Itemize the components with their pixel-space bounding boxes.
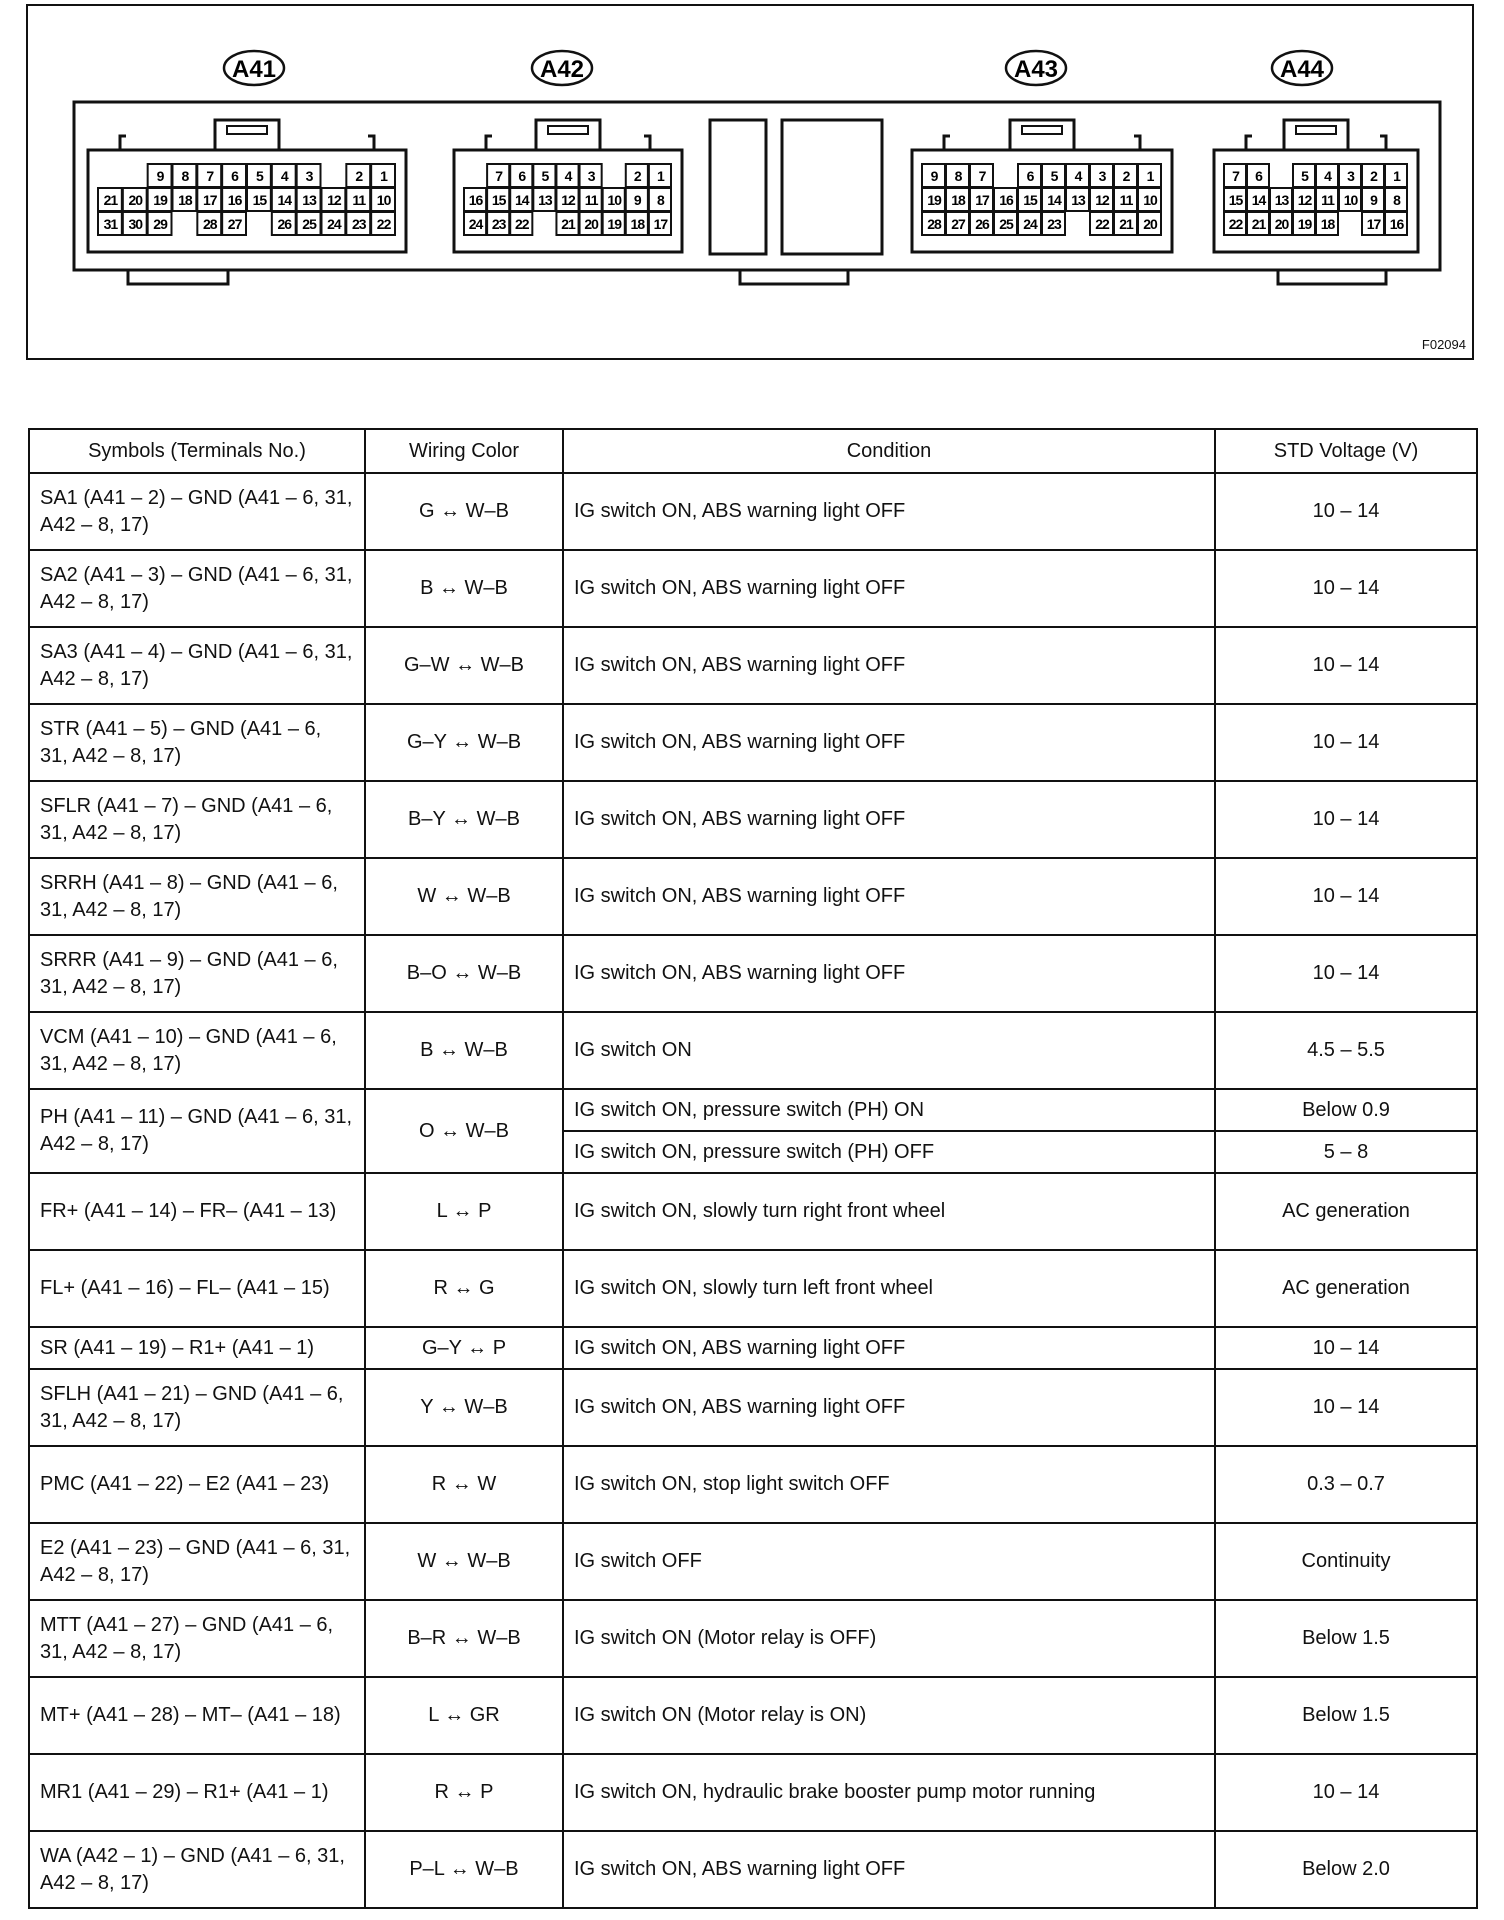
terminal-number: 4 xyxy=(1324,168,1331,184)
terminal-number: 21 xyxy=(103,192,118,208)
voltage-cell: Below 2.0 xyxy=(1215,1831,1477,1908)
terminal-number: 13 xyxy=(538,192,552,208)
header-condition: Condition xyxy=(563,429,1215,473)
terminal-number: 19 xyxy=(607,216,622,232)
terminal-number: 30 xyxy=(128,216,143,232)
wiring-color-cell: L ↔ P xyxy=(365,1173,563,1250)
terminal-number: 11 xyxy=(584,192,598,208)
wiring-color-cell: R ↔ P xyxy=(365,1754,563,1831)
table-row xyxy=(29,704,1477,781)
terminal-number: 7 xyxy=(495,168,503,184)
terminal-number: 20 xyxy=(584,216,598,232)
wiring-color-cell: Y ↔ W–B xyxy=(365,1369,563,1446)
condition-cell: IG switch ON, pressure switch (PH) OFF xyxy=(563,1131,1215,1173)
terminal-number: 4 xyxy=(280,168,288,184)
symbol-cell: FL+ (A41 – 16) – FL– (A41 – 15) xyxy=(29,1250,365,1327)
voltage-cell: AC generation xyxy=(1215,1173,1477,1250)
terminal-number: 9 xyxy=(1370,192,1377,208)
terminal-number: 22 xyxy=(1095,216,1109,232)
wiring-color-cell: B–R ↔ W–B xyxy=(365,1600,563,1677)
terminal-number: 27 xyxy=(227,216,242,232)
blank-block xyxy=(782,120,882,254)
voltage-cell: 0.3 – 0.7 xyxy=(1215,1446,1477,1523)
table-row xyxy=(29,1250,1477,1327)
terminal-number: 20 xyxy=(1274,216,1289,232)
bottom-latch xyxy=(740,270,848,284)
condition-cell: IG switch ON, ABS warning light OFF xyxy=(563,627,1215,704)
terminal-number: 13 xyxy=(1274,192,1289,208)
terminal-number: 16 xyxy=(1389,216,1404,232)
table-row xyxy=(29,1173,1477,1250)
terminal-number: 23 xyxy=(491,216,506,232)
terminal-number: 5 xyxy=(256,168,263,184)
table-row xyxy=(29,1089,1477,1131)
voltage-cell: Below 1.5 xyxy=(1215,1677,1477,1754)
terminal-number: 26 xyxy=(975,216,989,232)
wiring-color-cell: B–Y ↔ W–B xyxy=(365,781,563,858)
terminal-number: 17 xyxy=(975,192,989,208)
terminal-number: 18 xyxy=(178,192,192,208)
wiring-color-cell: P–L ↔ W–B xyxy=(365,1831,563,1908)
terminal-number: 27 xyxy=(951,216,965,232)
connector-drawing xyxy=(28,6,1476,362)
terminal-number: 19 xyxy=(153,192,167,208)
table-row xyxy=(29,1677,1477,1754)
terminal-number: 9 xyxy=(156,168,164,184)
connector-latch-slot xyxy=(548,126,588,134)
symbol-cell: FR+ (A41 – 14) – FR– (A41 – 13) xyxy=(29,1173,365,1250)
terminal-number: 6 xyxy=(1026,168,1034,184)
terminal-number: 26 xyxy=(277,216,292,232)
terminal-number: 1 xyxy=(1146,168,1154,184)
table-row xyxy=(29,1600,1477,1677)
terminal-number: 21 xyxy=(1119,216,1133,232)
wiring-color-cell: G–Y ↔ P xyxy=(365,1327,563,1369)
symbol-cell: STR (A41 – 5) – GND (A41 – 6, 31, A42 – 8, 17) xyxy=(29,704,365,781)
terminal-number: 10 xyxy=(607,192,622,208)
symbol-cell: MT+ (A41 – 28) – MT– (A41 – 18) xyxy=(29,1677,365,1754)
terminal-number: 29 xyxy=(153,216,167,232)
terminal-number: 12 xyxy=(1095,192,1109,208)
terminal-number: 25 xyxy=(302,216,316,232)
terminal-number: 14 xyxy=(514,192,529,208)
wiring-color-cell: R ↔ G xyxy=(365,1250,563,1327)
voltage-cell: 10 – 14 xyxy=(1215,1754,1477,1831)
connector-post xyxy=(486,136,492,150)
terminal-voltage-table xyxy=(28,428,1478,1909)
terminal-number: 24 xyxy=(468,216,483,232)
terminal-number: 19 xyxy=(1297,216,1312,232)
terminal-number: 7 xyxy=(978,168,986,184)
terminal-number: 31 xyxy=(103,216,118,232)
terminal-number: 21 xyxy=(1251,216,1266,232)
symbol-cell: PMC (A41 – 22) – E2 (A41 – 23) xyxy=(29,1446,365,1523)
symbol-cell: WA (A42 – 1) – GND (A41 – 6, 31, A42 – 8, 17) xyxy=(29,1831,365,1908)
terminal-number: 2 xyxy=(355,168,363,184)
voltage-cell: 10 – 14 xyxy=(1215,550,1477,627)
wiring-color-cell: B–O ↔ W–B xyxy=(365,935,563,1012)
terminal-number: 18 xyxy=(1320,216,1335,232)
blank-block xyxy=(710,120,766,254)
condition-cell: IG switch ON, hydraulic brake booster pump motor running xyxy=(563,1754,1215,1831)
connector-label: A44 xyxy=(1279,56,1325,83)
symbol-cell: SFLR (A41 – 7) – GND (A41 – 6, 31, A42 – 8, 17) xyxy=(29,781,365,858)
table-row xyxy=(29,935,1477,1012)
terminal-number: 10 xyxy=(1343,192,1358,208)
connector-post xyxy=(644,136,650,150)
voltage-cell: 10 – 14 xyxy=(1215,781,1477,858)
table-row xyxy=(29,1446,1477,1523)
terminal-number: 10 xyxy=(376,192,391,208)
table-row xyxy=(29,781,1477,858)
condition-cell: IG switch ON xyxy=(563,1012,1215,1089)
condition-cell: IG switch ON, ABS warning light OFF xyxy=(563,473,1215,550)
terminal-number: 3 xyxy=(1347,168,1354,184)
condition-cell: IG switch ON, ABS warning light OFF xyxy=(563,550,1215,627)
terminal-number: 1 xyxy=(380,168,387,184)
voltage-cell: Below 0.9 xyxy=(1215,1089,1477,1131)
symbol-cell: SA3 (A41 – 4) – GND (A41 – 6, 31, A42 – 8, 17) xyxy=(29,627,365,704)
terminal-number: 14 xyxy=(277,192,292,208)
wiring-color-cell: B ↔ W–B xyxy=(365,1012,563,1089)
table-row xyxy=(29,550,1477,627)
terminal-number: 5 xyxy=(1050,168,1058,184)
terminal-number: 17 xyxy=(202,192,217,208)
condition-cell: IG switch ON, ABS warning light OFF xyxy=(563,704,1215,781)
condition-cell: IG switch OFF xyxy=(563,1523,1215,1600)
condition-cell: IG switch ON, ABS warning light OFF xyxy=(563,1327,1215,1369)
terminal-number: 2 xyxy=(1122,168,1130,184)
terminal-number: 3 xyxy=(305,168,313,184)
condition-cell: IG switch ON, ABS warning light OFF xyxy=(563,1831,1215,1908)
condition-cell: IG switch ON, slowly turn right front wheel xyxy=(563,1173,1215,1250)
terminal-number: 28 xyxy=(202,216,217,232)
connector-post xyxy=(944,136,950,150)
voltage-cell: 10 – 14 xyxy=(1215,473,1477,550)
terminal-number: 22 xyxy=(514,216,529,232)
connector-a43 xyxy=(912,51,1172,252)
terminal-number: 8 xyxy=(1393,192,1400,208)
terminal-number: 16 xyxy=(468,192,483,208)
symbol-cell: SR (A41 – 19) – R1+ (A41 – 1) xyxy=(29,1327,365,1369)
voltage-cell: AC generation xyxy=(1215,1250,1477,1327)
connector-post xyxy=(120,136,126,150)
wiring-color-cell: G–W ↔ W–B xyxy=(365,627,563,704)
table-row xyxy=(29,1523,1477,1600)
terminal-number: 7 xyxy=(1232,168,1239,184)
wiring-color-cell: W ↔ W–B xyxy=(365,1523,563,1600)
condition-cell: IG switch ON, ABS warning light OFF xyxy=(563,781,1215,858)
terminal-number: 6 xyxy=(518,168,526,184)
terminal-number: 13 xyxy=(1071,192,1085,208)
terminal-number: 8 xyxy=(657,192,664,208)
condition-cell: IG switch ON (Motor relay is ON) xyxy=(563,1677,1215,1754)
symbol-cell: MR1 (A41 – 29) – R1+ (A41 – 1) xyxy=(29,1754,365,1831)
voltage-cell: 10 – 14 xyxy=(1215,1369,1477,1446)
terminal-number: 14 xyxy=(1047,192,1061,208)
terminal-number: 23 xyxy=(1047,216,1061,232)
connector-post xyxy=(368,136,374,150)
wiring-color-cell: G–Y ↔ W–B xyxy=(365,704,563,781)
terminal-number: 24 xyxy=(327,216,341,232)
terminal-number: 18 xyxy=(951,192,965,208)
condition-cell: IG switch ON, slowly turn left front wheel xyxy=(563,1250,1215,1327)
symbol-cell: MTT (A41 – 27) – GND (A41 – 6, 31, A42 – 8, 17) xyxy=(29,1600,365,1677)
symbol-cell: PH (A41 – 11) – GND (A41 – 6, 31, A42 – 8, 17) xyxy=(29,1089,365,1173)
terminal-number: 15 xyxy=(1023,192,1037,208)
symbol-cell: VCM (A41 – 10) – GND (A41 – 6, 31, A42 – 8, 17) xyxy=(29,1012,365,1089)
connector-latch-slot xyxy=(1022,126,1062,134)
terminal-number: 10 xyxy=(1143,192,1157,208)
terminal-number: 6 xyxy=(231,168,238,184)
wiring-color-cell: L ↔ GR xyxy=(365,1677,563,1754)
voltage-cell: 10 – 14 xyxy=(1215,1327,1477,1369)
terminal-number: 14 xyxy=(1251,192,1266,208)
terminal-number: 18 xyxy=(630,216,645,232)
terminal-number: 15 xyxy=(1228,192,1243,208)
connector-a41 xyxy=(88,51,406,252)
connector-post xyxy=(1246,136,1252,150)
terminal-number: 4 xyxy=(1074,168,1082,184)
terminal-number: 17 xyxy=(653,216,668,232)
terminal-number: 22 xyxy=(1228,216,1243,232)
terminal-number: 15 xyxy=(491,192,506,208)
terminal-number: 8 xyxy=(954,168,962,184)
connector-label: A41 xyxy=(231,56,277,83)
connector-label: A42 xyxy=(539,56,585,83)
terminal-number: 17 xyxy=(1366,216,1381,232)
symbol-cell: SRRR (A41 – 9) – GND (A41 – 6, 31, A42 – 8, 17) xyxy=(29,935,365,1012)
voltage-cell: Continuity xyxy=(1215,1523,1477,1600)
voltage-cell: 10 – 14 xyxy=(1215,935,1477,1012)
wiring-color-cell: W ↔ W–B xyxy=(365,858,563,935)
table-row xyxy=(29,1754,1477,1831)
terminal-number: 12 xyxy=(561,192,575,208)
condition-cell: IG switch ON, ABS warning light OFF xyxy=(563,1369,1215,1446)
wiring-color-cell: G ↔ W–B xyxy=(365,473,563,550)
terminal-number: 2 xyxy=(633,168,641,184)
terminal-number: 4 xyxy=(564,168,572,184)
connector-a42 xyxy=(454,51,682,252)
voltage-cell: 10 – 14 xyxy=(1215,858,1477,935)
terminal-number: 19 xyxy=(927,192,941,208)
terminal-number: 5 xyxy=(541,168,549,184)
symbol-cell: SA2 (A41 – 3) – GND (A41 – 6, 31, A42 – 8, 17) xyxy=(29,550,365,627)
voltage-cell: 4.5 – 5.5 xyxy=(1215,1012,1477,1089)
condition-cell: IG switch ON (Motor relay is OFF) xyxy=(563,1600,1215,1677)
terminal-number: 11 xyxy=(1321,192,1334,208)
table-body xyxy=(29,473,1477,1908)
terminal-number: 12 xyxy=(327,192,341,208)
table-row xyxy=(29,858,1477,935)
wiring-color-cell: B ↔ W–B xyxy=(365,550,563,627)
terminal-number: 23 xyxy=(351,216,366,232)
terminal-number: 1 xyxy=(1393,168,1400,184)
terminal-number: 3 xyxy=(587,168,595,184)
terminal-number: 1 xyxy=(657,168,664,184)
header-symbols: Symbols (Terminals No.) xyxy=(29,429,365,473)
condition-cell: IG switch ON, pressure switch (PH) ON xyxy=(563,1089,1215,1131)
wiring-color-cell: R ↔ W xyxy=(365,1446,563,1523)
terminal-number: 28 xyxy=(927,216,941,232)
connector-post xyxy=(1134,136,1140,150)
connector-a44 xyxy=(1214,51,1418,252)
header-std-voltage: STD Voltage (V) xyxy=(1215,429,1477,473)
symbol-cell: SA1 (A41 – 2) – GND (A41 – 6, 31, A42 – 8, 17) xyxy=(29,473,365,550)
terminal-number: 6 xyxy=(1255,168,1262,184)
terminal-number: 20 xyxy=(128,192,143,208)
connector-label: A43 xyxy=(1013,56,1059,83)
figure-code: F02094 xyxy=(1421,337,1466,352)
table-row xyxy=(29,1012,1477,1089)
table-row xyxy=(29,627,1477,704)
terminal-number: 11 xyxy=(352,192,366,208)
voltage-cell: 10 – 14 xyxy=(1215,627,1477,704)
terminal-number: 21 xyxy=(561,216,575,232)
connector-latch-slot xyxy=(227,126,267,134)
terminal-number: 22 xyxy=(376,216,391,232)
terminal-number: 11 xyxy=(1119,192,1133,208)
connector-post xyxy=(1380,136,1386,150)
wiring-color-cell: O ↔ W–B xyxy=(365,1089,563,1173)
terminal-number: 24 xyxy=(1023,216,1037,232)
voltage-cell: 5 – 8 xyxy=(1215,1131,1477,1173)
connector-latch-slot xyxy=(1296,126,1336,134)
symbol-cell: SRRH (A41 – 8) – GND (A41 – 6, 31, A42 – 8, 17) xyxy=(29,858,365,935)
terminal-number: 15 xyxy=(252,192,267,208)
terminal-number: 8 xyxy=(181,168,189,184)
condition-cell: IG switch ON, stop light switch OFF xyxy=(563,1446,1215,1523)
table-header-row xyxy=(29,429,1477,473)
terminal-number: 2 xyxy=(1370,168,1377,184)
terminal-number: 9 xyxy=(930,168,938,184)
symbol-cell: SFLH (A41 – 21) – GND (A41 – 6, 31, A42 – 8, 17) xyxy=(29,1369,365,1446)
terminal-number: 13 xyxy=(302,192,316,208)
table-row xyxy=(29,1327,1477,1369)
terminal-number: 12 xyxy=(1297,192,1312,208)
terminal-number: 16 xyxy=(999,192,1013,208)
voltage-cell: 10 – 14 xyxy=(1215,704,1477,781)
bottom-latch xyxy=(128,270,228,284)
condition-cell: IG switch ON, ABS warning light OFF xyxy=(563,858,1215,935)
terminal-number: 25 xyxy=(999,216,1013,232)
table-row xyxy=(29,1831,1477,1908)
voltage-cell: Below 1.5 xyxy=(1215,1600,1477,1677)
terminal-number: 5 xyxy=(1301,168,1308,184)
table-row xyxy=(29,473,1477,550)
terminal-number: 7 xyxy=(206,168,214,184)
table-row xyxy=(29,1369,1477,1446)
terminal-number: 20 xyxy=(1143,216,1157,232)
terminal-number: 16 xyxy=(227,192,242,208)
header-wiring-color: Wiring Color xyxy=(365,429,563,473)
terminal-number: 3 xyxy=(1098,168,1106,184)
symbol-cell: E2 (A41 – 23) – GND (A41 – 6, 31, A42 – 8, 17) xyxy=(29,1523,365,1600)
bottom-latch xyxy=(1278,270,1386,284)
condition-cell: IG switch ON, ABS warning light OFF xyxy=(563,935,1215,1012)
terminal-number: 9 xyxy=(633,192,641,208)
connector-diagram xyxy=(26,4,1474,360)
